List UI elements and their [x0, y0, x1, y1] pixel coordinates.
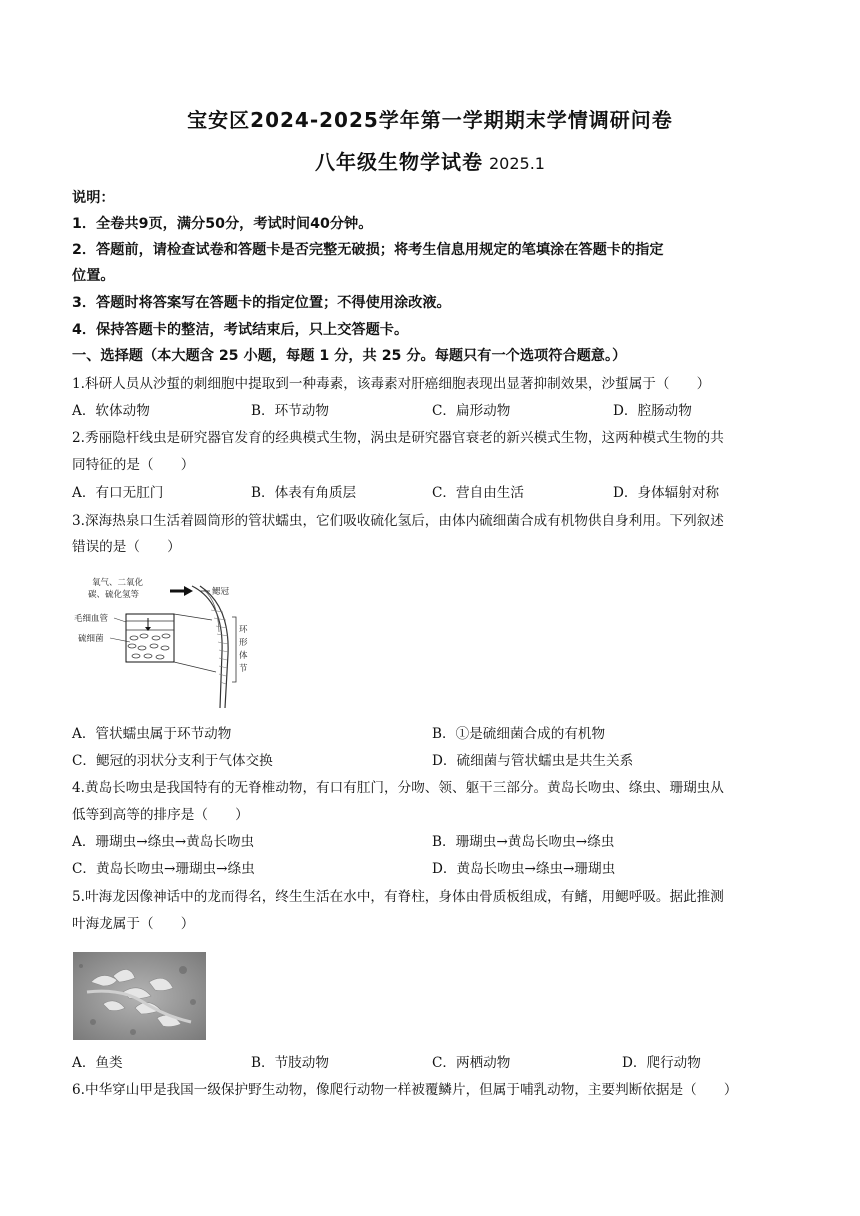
- option-a: A．有口无肛门: [72, 485, 164, 501]
- question-stem: 2.秀丽隐杆线虫是研究器官发育的经典模式生物，涡虫是研究器官衰老的新兴模式生物，这两种模式生物的共: [72, 430, 724, 446]
- instruction-item: 3．答题时将答案写在答题卡的指定位置；不得使用涂改液。: [72, 295, 451, 311]
- label-gas-line1: 氧气、二氧化: [92, 578, 144, 588]
- label-sulfur-bacteria: 硫细菌: [78, 634, 104, 644]
- question-stem: 1.科研人员从沙蜇的刺细胞中提取到一种毒素，该毒素对肝癌细胞表现出显著抑制效果，沙蜇属于（ ）: [72, 376, 711, 392]
- option-b: B．①是硫细菌合成的有机物: [432, 726, 606, 742]
- option-b: B．体表有角质层: [251, 485, 357, 501]
- label-gas-line2: 碳、硫化氢等: [88, 590, 140, 600]
- option-d: D．爬行动物: [622, 1055, 701, 1071]
- question-stem: 4.黄岛长吻虫是我国特有的无脊椎动物，有口有肛门，分吻、领、躯干三部分。黄岛长吻虫、绦虫、珊瑚虫从: [72, 780, 724, 796]
- option-a: A．软体动物: [72, 403, 150, 419]
- option-c: C．黄岛长吻虫→珊瑚虫→绦虫: [72, 861, 255, 877]
- exam-title: 宝安区2024-2025学年第一学期期末学情调研问卷: [187, 108, 673, 132]
- exam-subtitle: [0, 146, 860, 175]
- option-d: D．硫细菌与管状蠕虫是共生关系: [432, 753, 634, 769]
- question-stem: 3.深海热泉口生活着圆筒形的管状蠕虫，它们吸收硫化氢后，由体内硫细菌合成有机物供自身利用。下列叙述: [72, 513, 724, 529]
- label-seg-char: 体: [239, 651, 248, 661]
- exam-date: 2025.1: [489, 154, 545, 173]
- option-b: B．节肢动物: [251, 1055, 329, 1071]
- question-stem: 同特征的是（ ）: [72, 457, 195, 473]
- instruction-item: 4．保持答题卡的整洁，考试结束后，只上交答题卡。: [72, 322, 409, 338]
- instruction-item: 2．答题前，请检查试卷和答题卡是否完整无破损；将考生信息用规定的笔填涂在答题卡的指定: [72, 242, 664, 258]
- option-c: C．鳃冠的羽状分支利于气体交换: [72, 753, 273, 769]
- question-stem: 错误的是（ ）: [72, 539, 181, 555]
- instruction-item: 1．全卷共9页，满分50分，考试时间40分钟。: [72, 216, 373, 232]
- label-gill-crown: 鳃冠: [212, 587, 230, 597]
- label-capillary: 毛细血管: [74, 614, 109, 624]
- question-stem: 低等到高等的排序是（ ）: [72, 807, 249, 823]
- instructions-heading: 说明：: [72, 190, 115, 206]
- option-a: A．鱼类: [72, 1055, 123, 1071]
- option-a: A．珊瑚虫→绦虫→黄岛长吻虫: [72, 834, 255, 850]
- option-b: B．珊瑚虫→黄岛长吻虫→绦虫: [432, 834, 615, 850]
- question-stem: 叶海龙属于（ ）: [72, 916, 195, 932]
- section-heading: 一、选择题（本大题含 25 小题，每题 1 分，共 25 分。每题只有一个选项符合题意。）: [72, 348, 627, 364]
- option-c: C．扁形动物: [432, 403, 511, 419]
- option-d: D．身体辐射对称: [613, 485, 720, 501]
- option-b: B．环节动物: [251, 403, 329, 419]
- option-a: A．管状蠕虫属于环节动物: [72, 726, 232, 742]
- option-c: C．两栖动物: [432, 1055, 511, 1071]
- label-seg-char: 环: [239, 625, 248, 635]
- option-d: D．黄岛长吻虫→绦虫→珊瑚虫: [432, 861, 616, 877]
- instruction-item: 位置。: [72, 268, 115, 284]
- option-d: D．腔肠动物: [613, 403, 692, 419]
- option-c: C．营自由生活: [432, 485, 524, 501]
- leafy-seadragon-photo: [73, 952, 206, 1040]
- question-stem: 5.叶海龙因像神话中的龙而得名，终生生活在水中，有脊柱，身体由骨质板组成，有鳍，用鳃呼吸。据此推测: [72, 889, 724, 905]
- label-seg-char: 形: [239, 638, 248, 648]
- question-stem: 6.中华穿山甲是我国一级保护野生动物，像爬行动物一样被覆鳞片，但属于哺乳动物，主要判断依据是（ ）: [72, 1082, 738, 1098]
- label-seg-char: 节: [239, 664, 248, 674]
- subject-title: 八年级生物学试卷: [315, 150, 483, 174]
- tube-worm-diagram: [74, 572, 254, 712]
